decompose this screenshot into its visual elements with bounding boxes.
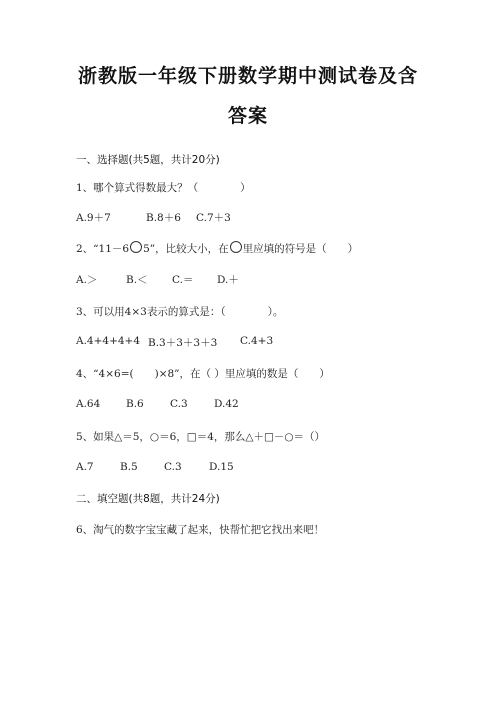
section2-heading: 二、填空题(共8题，共计24分) [76,493,220,505]
question-2-option-b: B.＜ [126,274,148,286]
document-title-line1: 浙教版一年级下册数学期中测试卷及含 [77,65,418,87]
question-2-text-b: 5”，比较大小，在 [143,243,229,255]
question-5-text: 5、如果△＝5，○＝6，□＝4，那么△＋□－○＝（） [76,431,326,443]
question-4-option-d: D.42 [214,398,239,410]
question-2-text [76,241,358,256]
question-1-option-b: B.8＋6 [146,212,181,224]
question-4-text: 4、“4×6=( )×8”，在（ ）里应填的数是（ ） [76,368,330,380]
question-2-text-a: 2、“11－6 [76,243,130,255]
question-1-option-a: A.9＋7 [76,212,111,224]
question-6-text: 6、淘气的数字宝宝藏了起来，快帮忙把它找出来吧！ [76,524,325,536]
question-3-option-c: C.4+3 [240,335,274,347]
question-2-option-c: C.＝ [172,274,194,286]
question-5-option-a: A.7 [76,461,94,473]
blank-circle-icon [230,241,242,253]
question-5-option-d: D.15 [209,461,234,473]
section1-heading: 一、选择题(共5题，共计20分) [76,154,220,166]
question-2-option-d: D.＋ [217,274,239,286]
blank-circle-icon [130,241,142,253]
question-2-text-c: 里应填的符号是（ ） [242,243,359,255]
question-5-option-c: C.3 [164,461,182,473]
question-5-option-b: B.5 [120,461,138,473]
question-4-option-b: B.6 [126,398,144,410]
document-title-line2: 答案 [227,105,268,127]
question-3-option-b: B.3＋3＋3＋3 [148,337,218,349]
question-3-option-a: A.4+4+4+4 [76,335,141,347]
question-4-option-c: C.3 [170,398,188,410]
question-1-option-c: C.7＋3 [196,212,231,224]
question-1-text: 1、哪个算式得数最大？（ ） [76,182,251,194]
question-3-text: 3、可以用4×3表示的算式是：（ ）。 [76,306,284,318]
question-2-option-a: A.＞ [76,274,98,286]
question-4-option-a: A.64 [76,398,101,410]
